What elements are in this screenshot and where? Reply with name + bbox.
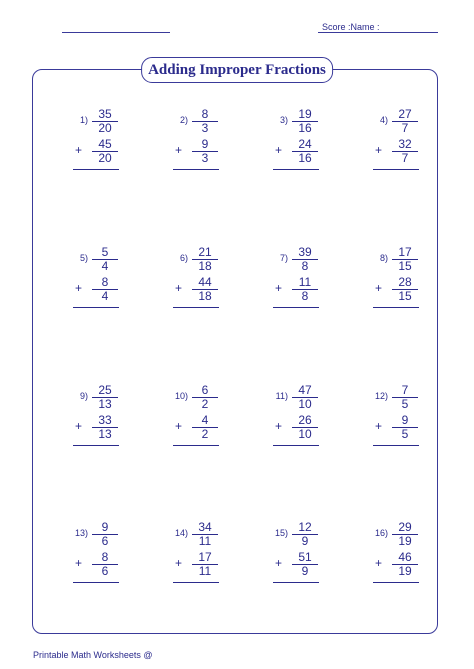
problem-number: 9) xyxy=(79,391,88,401)
answer-line xyxy=(373,307,419,308)
fraction-b xyxy=(192,551,218,578)
problem-number: 7) xyxy=(279,253,288,263)
denominator: 19 xyxy=(398,534,412,548)
problem-4 xyxy=(362,108,452,178)
problem-number: 4) xyxy=(379,115,388,125)
denominator: 10 xyxy=(298,397,312,411)
answer-line xyxy=(273,582,319,583)
answer-line xyxy=(173,307,219,308)
fraction-b xyxy=(292,414,318,441)
denominator: 19 xyxy=(398,564,412,578)
denominator: 4 xyxy=(101,259,109,273)
fraction-b xyxy=(192,276,218,303)
fraction-b xyxy=(92,551,118,578)
problem-number: 2) xyxy=(179,115,188,125)
numerator: 12 xyxy=(292,521,318,535)
denominator: 5 xyxy=(401,397,409,411)
fraction-a xyxy=(192,108,218,135)
fraction-a xyxy=(392,246,418,273)
numerator: 34 xyxy=(192,521,218,535)
denominator: 13 xyxy=(98,397,112,411)
plus-sign: + xyxy=(375,143,383,157)
header-blank-line-right xyxy=(318,32,438,33)
footer-text: Printable Math Worksheets @ xyxy=(33,650,153,660)
problem-6 xyxy=(162,246,252,316)
denominator: 16 xyxy=(298,151,312,165)
fraction-b xyxy=(92,276,118,303)
numerator: 11 xyxy=(292,276,318,290)
problem-number: 8) xyxy=(379,253,388,263)
fraction-b xyxy=(392,551,418,578)
denominator: 18 xyxy=(198,289,212,303)
numerator: 25 xyxy=(92,384,118,398)
problem-number: 14) xyxy=(174,528,188,538)
numerator: 9 xyxy=(192,138,218,152)
problem-13 xyxy=(62,521,152,591)
denominator: 5 xyxy=(401,427,409,441)
answer-line xyxy=(373,445,419,446)
numerator: 26 xyxy=(292,414,318,428)
fraction-b xyxy=(192,414,218,441)
answer-line xyxy=(73,307,119,308)
problem-8 xyxy=(362,246,452,316)
problem-5 xyxy=(62,246,152,316)
problem-number: 13) xyxy=(74,528,88,538)
score-name-label: Score :Name : xyxy=(322,22,380,32)
fraction-a xyxy=(92,108,118,135)
plus-sign: + xyxy=(175,556,183,570)
denominator: 7 xyxy=(401,151,409,165)
plus-sign: + xyxy=(75,419,83,433)
answer-line xyxy=(273,169,319,170)
problem-15 xyxy=(262,521,352,591)
answer-line xyxy=(173,445,219,446)
fraction-b xyxy=(92,414,118,441)
header-blank-line-left xyxy=(62,32,170,33)
answer-line xyxy=(73,582,119,583)
fraction-a xyxy=(192,246,218,273)
numerator: 8 xyxy=(92,551,118,565)
numerator: 51 xyxy=(292,551,318,565)
denominator: 15 xyxy=(398,259,412,273)
numerator: 19 xyxy=(292,108,318,122)
denominator: 15 xyxy=(398,289,412,303)
problem-number: 5) xyxy=(79,253,88,263)
numerator: 32 xyxy=(392,138,418,152)
fraction-a xyxy=(92,521,118,548)
denominator: 2 xyxy=(201,427,209,441)
problem-9 xyxy=(62,384,152,454)
problem-number: 6) xyxy=(179,253,188,263)
fraction-b xyxy=(292,276,318,303)
problem-3 xyxy=(262,108,352,178)
problem-number: 1) xyxy=(79,115,88,125)
denominator: 20 xyxy=(98,121,112,135)
denominator: 11 xyxy=(198,564,212,578)
fraction-a xyxy=(92,384,118,411)
numerator: 33 xyxy=(92,414,118,428)
denominator: 10 xyxy=(298,427,312,441)
fraction-a xyxy=(292,246,318,273)
numerator: 4 xyxy=(192,414,218,428)
problem-number: 16) xyxy=(374,528,388,538)
numerator: 44 xyxy=(192,276,218,290)
fraction-a xyxy=(192,521,218,548)
fraction-a xyxy=(392,108,418,135)
problem-number: 10) xyxy=(174,391,188,401)
denominator: 9 xyxy=(301,534,309,548)
fraction-a xyxy=(92,246,118,273)
fraction-a xyxy=(292,108,318,135)
plus-sign: + xyxy=(375,281,383,295)
numerator: 9 xyxy=(92,521,118,535)
plus-sign: + xyxy=(375,419,383,433)
numerator: 46 xyxy=(392,551,418,565)
plus-sign: + xyxy=(375,556,383,570)
answer-line xyxy=(373,582,419,583)
worksheet-title: Adding Improper Fractions xyxy=(141,57,333,83)
answer-line xyxy=(273,307,319,308)
answer-line xyxy=(173,582,219,583)
numerator: 29 xyxy=(392,521,418,535)
fraction-b xyxy=(92,138,118,165)
denominator: 6 xyxy=(101,534,109,548)
numerator: 6 xyxy=(192,384,218,398)
numerator: 27 xyxy=(392,108,418,122)
problem-7 xyxy=(262,246,352,316)
numerator: 24 xyxy=(292,138,318,152)
problem-10 xyxy=(162,384,252,454)
plus-sign: + xyxy=(75,556,83,570)
numerator: 5 xyxy=(92,246,118,260)
denominator: 8 xyxy=(301,289,309,303)
problem-number: 11) xyxy=(275,391,288,401)
plus-sign: + xyxy=(275,143,283,157)
numerator: 35 xyxy=(92,108,118,122)
plus-sign: + xyxy=(275,556,283,570)
answer-line xyxy=(73,445,119,446)
problem-2 xyxy=(162,108,252,178)
plus-sign: + xyxy=(275,281,283,295)
answer-line xyxy=(273,445,319,446)
numerator: 17 xyxy=(192,551,218,565)
plus-sign: + xyxy=(75,281,83,295)
plus-sign: + xyxy=(75,143,83,157)
denominator: 8 xyxy=(301,259,309,273)
fraction-b xyxy=(192,138,218,165)
numerator: 21 xyxy=(192,246,218,260)
problem-number: 15) xyxy=(274,528,288,538)
fraction-b xyxy=(292,138,318,165)
fraction-b xyxy=(392,414,418,441)
fraction-a xyxy=(292,521,318,548)
plus-sign: + xyxy=(175,281,183,295)
numerator: 28 xyxy=(392,276,418,290)
plus-sign: + xyxy=(275,419,283,433)
denominator: 2 xyxy=(201,397,209,411)
denominator: 16 xyxy=(298,121,312,135)
numerator: 39 xyxy=(292,246,318,260)
plus-sign: + xyxy=(175,143,183,157)
denominator: 9 xyxy=(301,564,309,578)
denominator: 6 xyxy=(101,564,109,578)
denominator: 3 xyxy=(201,151,209,165)
problem-number: 3) xyxy=(279,115,288,125)
numerator: 8 xyxy=(192,108,218,122)
fraction-a xyxy=(392,384,418,411)
answer-line xyxy=(173,169,219,170)
problem-number: 12) xyxy=(374,391,388,401)
answer-line xyxy=(373,169,419,170)
fraction-a xyxy=(392,521,418,548)
denominator: 11 xyxy=(198,534,212,548)
fraction-b xyxy=(392,276,418,303)
problem-14 xyxy=(162,521,252,591)
plus-sign: + xyxy=(175,419,183,433)
fraction-a xyxy=(192,384,218,411)
denominator: 3 xyxy=(201,121,209,135)
problem-1 xyxy=(62,108,152,178)
denominator: 18 xyxy=(198,259,212,273)
denominator: 4 xyxy=(101,289,109,303)
fraction-b xyxy=(292,551,318,578)
numerator: 8 xyxy=(92,276,118,290)
numerator: 9 xyxy=(392,414,418,428)
denominator: 20 xyxy=(98,151,112,165)
problem-16 xyxy=(362,521,452,591)
fraction-b xyxy=(392,138,418,165)
denominator: 7 xyxy=(401,121,409,135)
numerator: 7 xyxy=(392,384,418,398)
answer-line xyxy=(73,169,119,170)
numerator: 47 xyxy=(292,384,318,398)
problem-11 xyxy=(262,384,352,454)
problem-12 xyxy=(362,384,452,454)
numerator: 45 xyxy=(92,138,118,152)
denominator: 13 xyxy=(98,427,112,441)
fraction-a xyxy=(292,384,318,411)
numerator: 17 xyxy=(392,246,418,260)
